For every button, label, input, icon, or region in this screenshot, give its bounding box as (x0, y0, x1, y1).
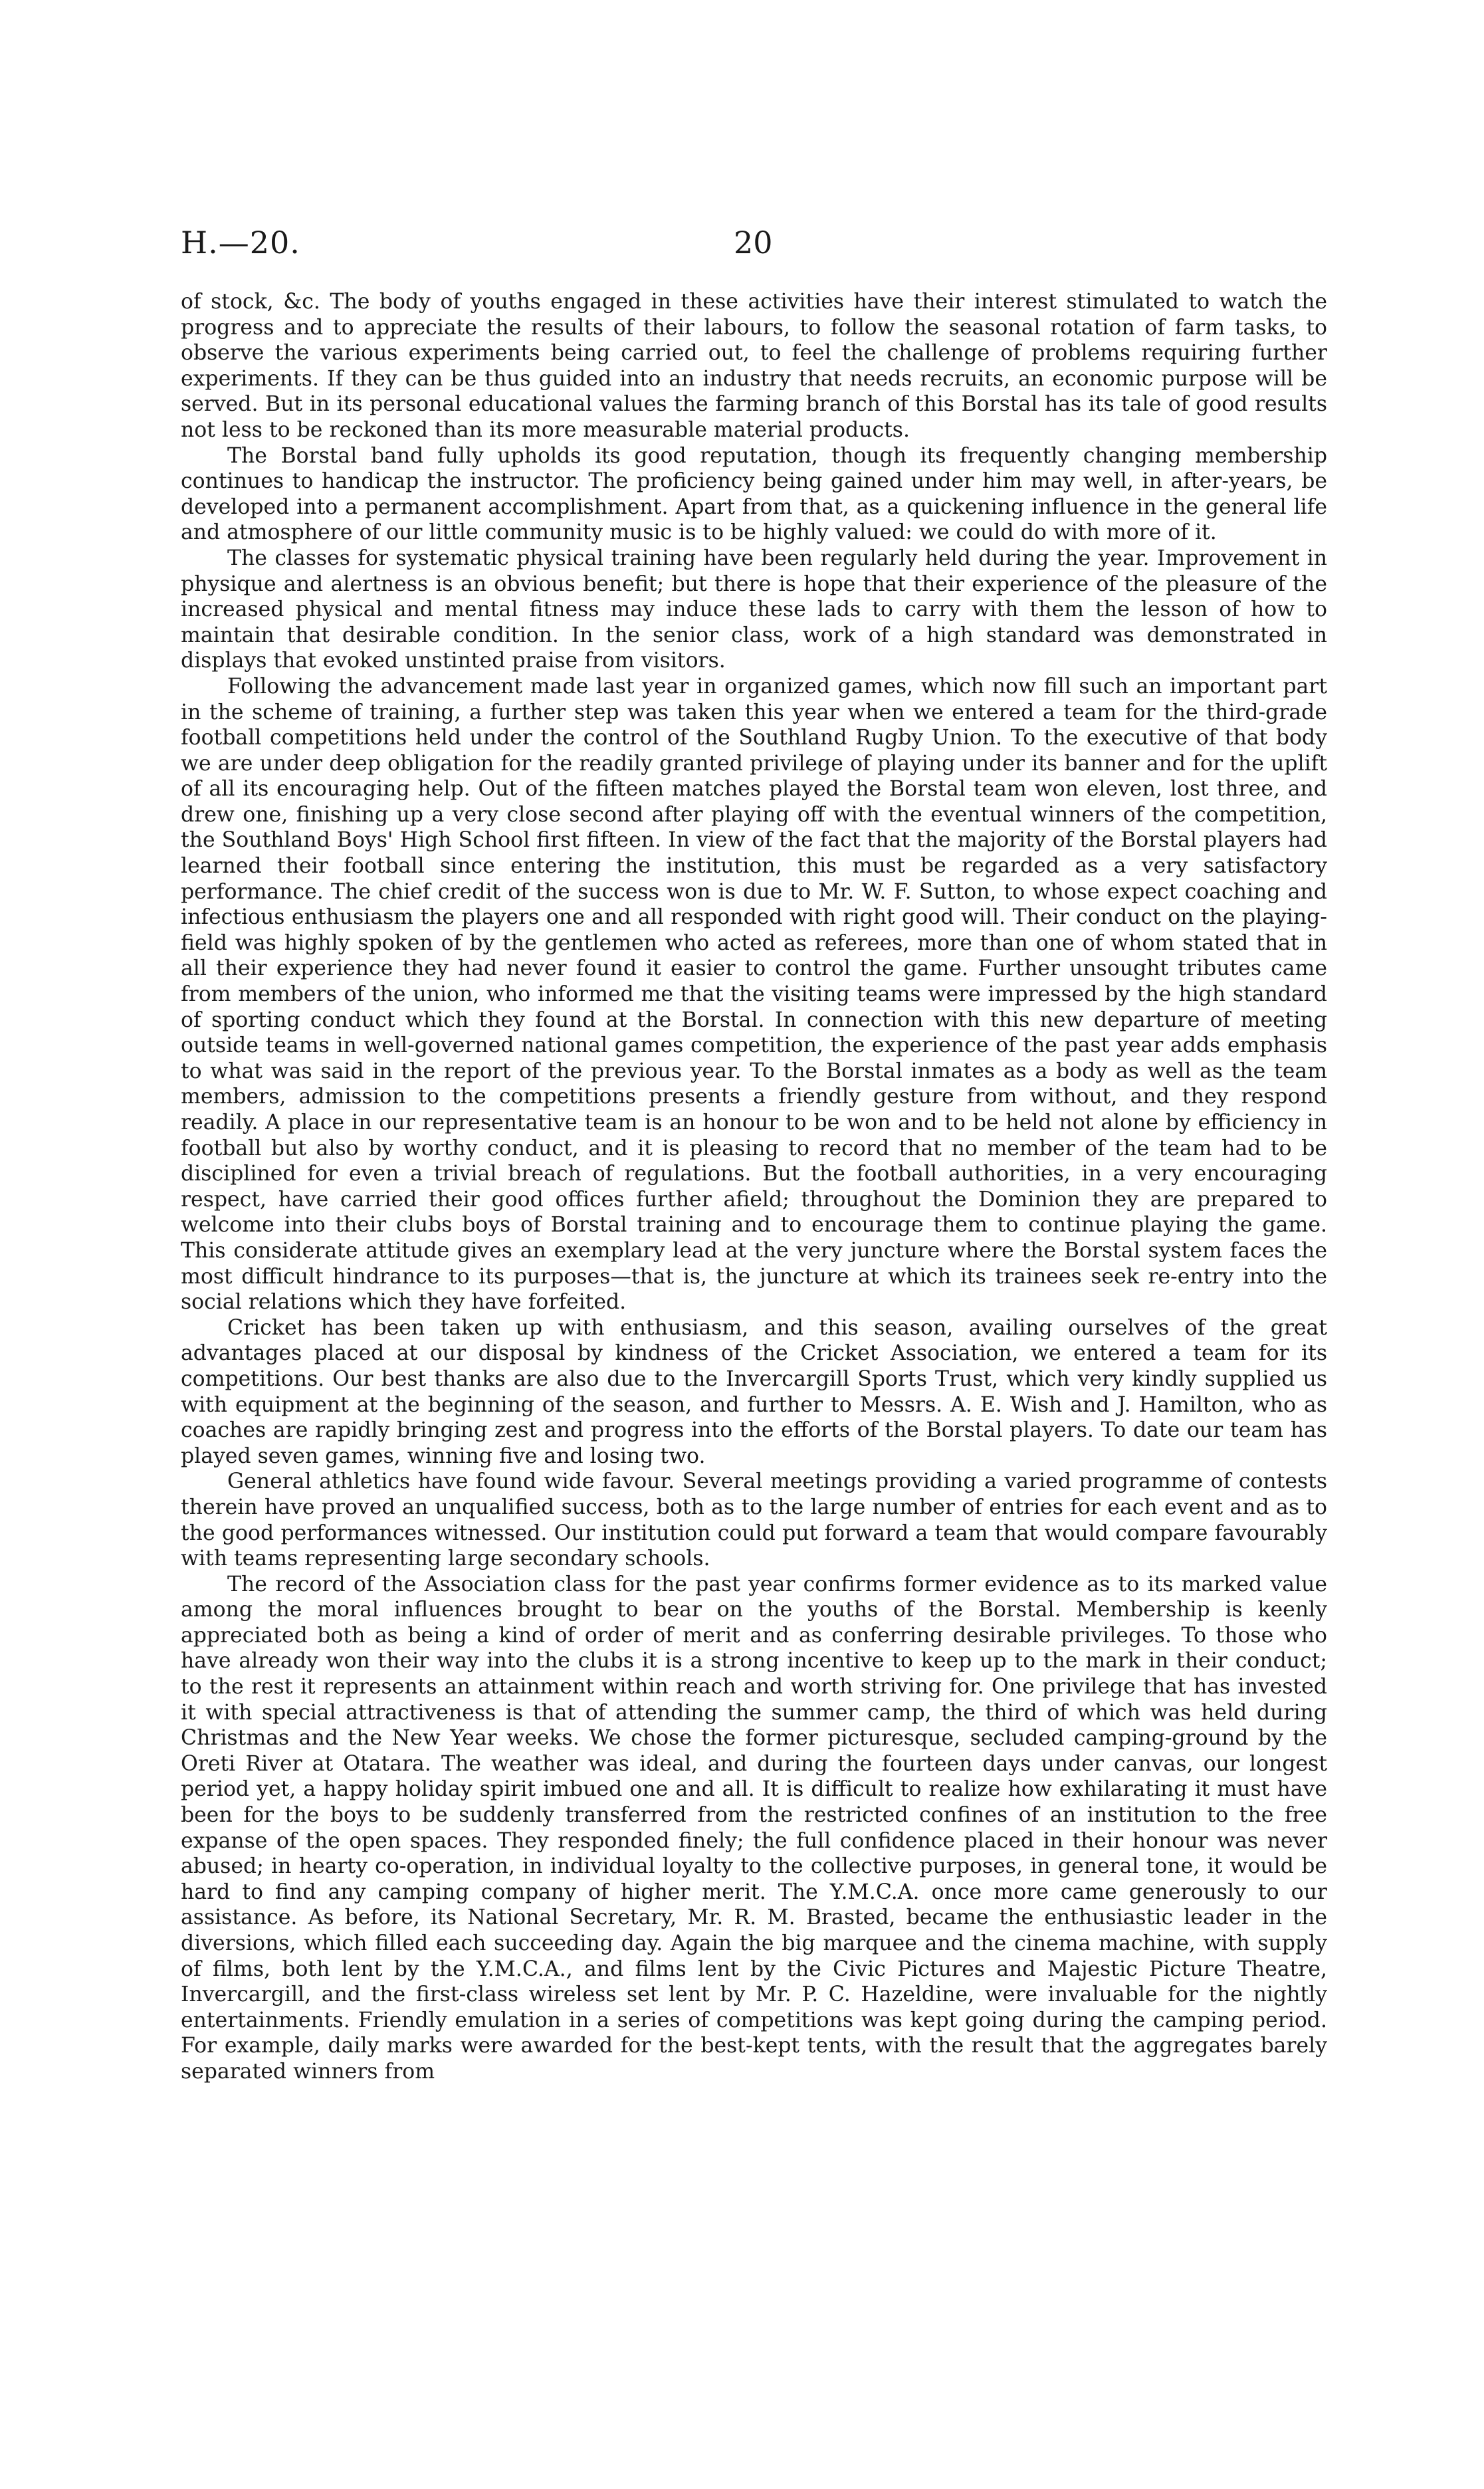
paragraph-football: Following the advancement made last year in organized games, which now fill such an important part in the scheme of training, a further step was taken this year when we entered a team for the third-grade football competitions held under the control of the Southland Rugby Union. To the executive of that body we are under deep obligation for the readily granted privilege of playing under its banner and for the uplift of all its encouraging help. Out of the fifteen matches played the Borstal team won eleven, lost three, and drew one, finishing up a very close second after playing off with the eventual winners of the competition, the Southland Boys' High School first fifteen. In view of the fact that the majority of the Borstal players had learned their football since entering the institution, this must be regarded as a very satisfactory performance. The chief credit of the success won is due to Mr. W. F. Sutton, to whose expect coaching and infectious enthusiasm the players one and all responded with right good will. Their conduct on the playing-field was highly spoken of by the gentlemen who acted as referees, more than one of whom stated that in all their experience they had never found it easier to control the game. Further unsought tributes came from members of the union, who informed me that the visiting teams were impressed by the high standard of sporting conduct which they found at the Borstal. In connection with this new departure of meeting outside teams in well-governed national games competition, the experience of the past year adds emphasis to what was said in the report of the previous year. To the Borstal inmates as a body as well as the team members, admission to the competitions presents a friendly gesture from without, and they respond readily. A place in our representative team is an honour to be won and to be held not alone by efficiency in football but also by worthy conduct, and it is pleasing to record that no member of the team had to be disciplined for even a trivial breach of regulations. But the football authorities, in a very encouraging respect, have carried their good offices further afield; throughout the Dominion they are prepared to welcome into their clubs boys of Borstal training and to encourage them to continue playing the game. This considerate attitude gives an exemplary lead at the very juncture where the Borstal system faces the most difficult hindrance to its purposes—that is, the juncture at which its trainees seek re-entry into the social relations which they have forfeited. (181, 674, 1327, 1315)
paragraph-athletics: General athletics have found wide favour. Several meetings providing a varied programme of contests therein have proved an unqualified success, both as to the large number of entries for each event and as to the good performances witnessed. Our institution could put forward a team that would compare favourably with teams representing large secondary schools. (181, 1469, 1327, 1571)
page-header (181, 225, 1327, 265)
paragraph-cricket: Cricket has been taken up with enthusiasm, and this season, availing ourselves of the great advantages placed at our disposal by kindness of the Cricket Association, we entered a team for its competitions. Our best thanks are also due to the Invercargill Sports Trust, which very kindly supplied us with equipment at the beginning of the season, and further to Messrs. A. E. Wish and J. Hamilton, who as coaches are rapidly bringing zest and progress into the efforts of the Borstal players. To date our team has played seven games, winning five and losing two. (181, 1315, 1327, 1468)
body-text (181, 289, 1327, 2085)
paragraph-physical-training: The classes for systematic physical training have been regularly held during the year. Improvement in physique and alertness is an obvious benefit; but there is hope that their experience of the pleasure of the increased physical and mental fitness may induce these lads to carry with them the lesson of how to maintain that desirable condition. In the senior class, work of a high standard was demonstrated in displays that evoked unstinted praise from visitors. (181, 546, 1327, 673)
paragraph-band: The Borstal band fully upholds its good reputation, though its frequently changing membership continues to handicap the instructor. The proficiency being gained under him may well, in after-years, be developed into a permanent accomplishment. Apart from that, as a quickening influence in the general life and atmosphere of our little community music is to be highly valued: we could do with more of it. (181, 443, 1327, 545)
paragraph-farming: of stock, &c. The body of youths engaged in these activities have their interest stimulated to watch the progress and to appreciate the results of their labours, to follow the seasonal rotation of farm tasks, to observe the various experiments being carried out, to feel the challenge of problems requiring further experiments. If they can be thus guided into an industry that needs recruits, an economic purpose will be served. But in its personal educational values the farming branch of this Borstal has its tale of good results not less to be reckoned than its more measurable material products. (181, 290, 1327, 442)
paragraph-association-class: The record of the Association class for the past year confirms former evidence as to its marked value among the moral influences brought to bear on the youths of the Borstal. Membership is keenly appreciated both as being a kind of order of merit and as conferring desirable privileges. To those who have already won their way into the clubs it is a strong incentive to keep up to the mark in their conduct; to the rest it represents an attainment within reach and worth striving for. One privilege that has invested it with special attractiveness is that of attending the summer camp, the third of which was held during Christmas and the New Year weeks. We chose the former picturesque, secluded camping-ground by the Oreti River at Otatara. The weather was ideal, and during the fourteen days under canvas, our longest period yet, a happy holiday spirit imbued one and all. It is difficult to realize how exhilarating it must have been for the boys to be suddenly transferred from the restricted confines of an institution to the free expanse of the open spaces. They responded finely; the full confidence placed in their honour was never abused; in hearty co-operation, in individual loyalty to the collective purposes, in general tone, it would be hard to find any camping company of higher merit. The Y.M.C.A. once more came generously to our assistance. As before, its National Secretary, Mr. R. M. Brasted, became the enthusiastic leader in the diversions, which filled each succeeding day. Again the big marquee and the cinema machine, with supply of films, both lent by the Y.M.C.A., and films lent by the Civic Pictures and Majestic Picture Theatre, Invercargill, and the first-class wireless set lent by Mr. P. C. Hazeldine, were invaluable for the nightly entertainments. Friendly emulation in a series of competitions was kept going during the camping period. For example, daily marks were awarded for the best-kept tents, with the result that the aggregates barely separated winners from (181, 1572, 1327, 2084)
document-reference: H.—20. (181, 225, 300, 261)
page-number: 20 (734, 225, 773, 261)
